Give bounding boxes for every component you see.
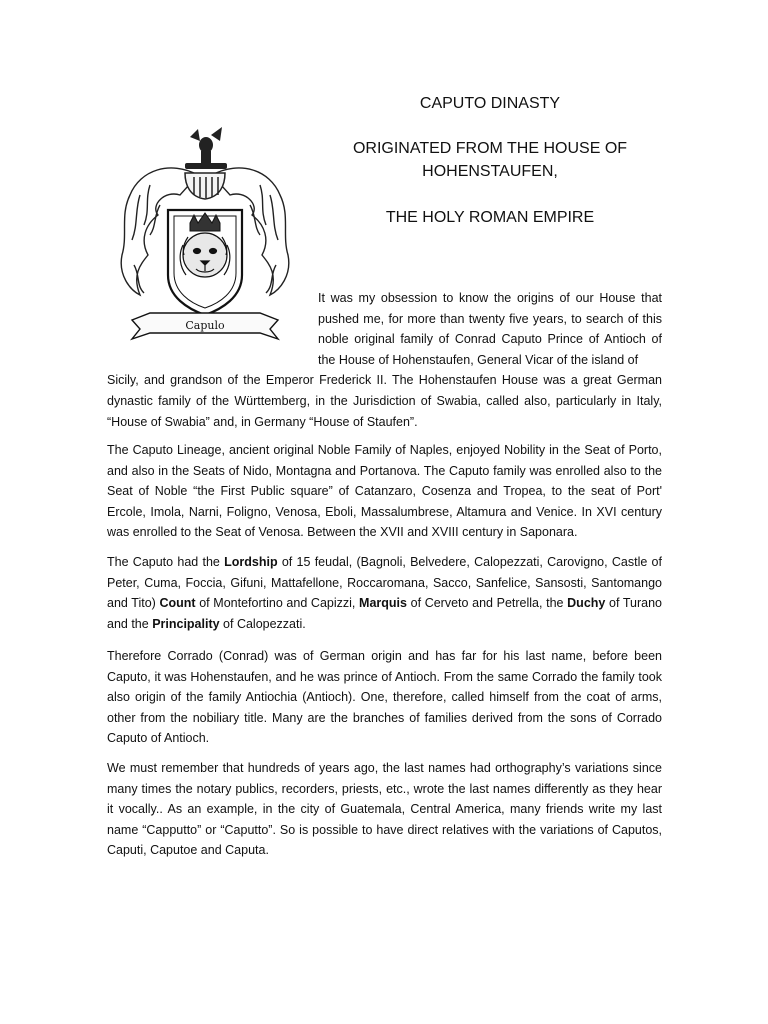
paragraph-conrad: Therefore Corrado (Conrad) was of German origin and has far for his last name, before been Caputo, it was Hohenstaufen, and he was prince of Antioch. From the same Corrado the family took also origin of the family Antiochia (Antioch). One, therefore, called himself from the coat of arms, other from the nobiliary title. Many are the branches of families derived from the sons of Corrado Caputo of Antioch. [107,649,662,746]
p2-text-b: of Naples, enjoyed [391,443,505,457]
p3-text-d: of Cerveto and Petrella, the [406,596,568,611]
p3-principality: Principality [152,616,220,631]
title-line-2: ORIGINATED FROM THE HOUSE OF HOHENSTAUFEN, [352,140,628,180]
paragraph-name-variations: We must remember that hundreds of years ago, the last names had orthography’s variations since many times the notary publics, recorders, priests, etc., wrote the last names differently as they hear it vocally.. As an example, in the city of Guatemala, Central America, many friends write my last name “Capputto” or “Caputto”. So is possible to have direct relatives with the variations of Caputos, Caputi, Caputoe and Caputa. [107,761,662,858]
p2-noble-family: Noble Family [317,443,392,457]
p3-lordship: Lordship [224,555,278,569]
intro-paragraph [107,288,662,432]
p3-duchy: Duchy [567,596,606,611]
p3-text-e: of Turano and the [107,596,662,631]
p2-text-a: The Caputo Lineage, ancient original [107,443,318,457]
p3-text-c: of Montefortino and Capizzi, [195,596,360,611]
paragraph-lineage [107,440,662,543]
intro-rest-text: Sicily, and grandson of the Emperor Frederick II. The Hohenstaufen House was a great German dynastic family of the Württemberg, in the Jurisdiction of Swabia, called also, particularly in Italy, “House of Swabia” and, in Germany “House of Staufen”. [107,373,662,429]
p2-text-c: in the Seat of Porto, and also in the Seats of Nido, Montagna and Portanova. The Caputo family was enrolled also to the Seat of Noble “the First Public square” of Catanzaro, Cosenza and Tropea, to the seat of Port' Ercole, Imola, Narni, Foligno, Venosa, Eboli, Massalumbrese, Altamura and Venice. In XVI century was enrolled to the Seat of Venosa. Between the XVII and XVIII century in Saponara. [107,443,662,540]
p3-marquis: Marquis [359,596,407,611]
crest-banner-text: Capulo [185,319,225,332]
p3-text-f: of Calopezzati. [219,616,306,631]
p3-text-b: of 15 feudal, (Bagnoli, Belvedere, Calopezzati, Carovigno, Castle of Peter, Cuma, Foccia, Gifuni, Mattafellone, Roccaromana, Sacco, Sanfelice, Sansosti, Santomango and Tito) [107,555,662,611]
p3-text-a: The Caputo had the [107,555,225,569]
p2-nobility: Nobility [504,443,546,457]
intro-indented-text: It was my obsession to know the origins of our House that pushed me, for more than twenty five years, to search of this noble original family of Conrad Caputo Prince of Antioch of the House of Hohenstaufen, General Vicar of the island of [318,291,662,367]
p3-count: Count [159,596,196,611]
paragraph-titles [107,552,662,634]
title-line-3: THE HOLY ROMAN EMPIRE [385,209,595,226]
title-line-1: CAPUTO DINASTY [419,95,561,112]
